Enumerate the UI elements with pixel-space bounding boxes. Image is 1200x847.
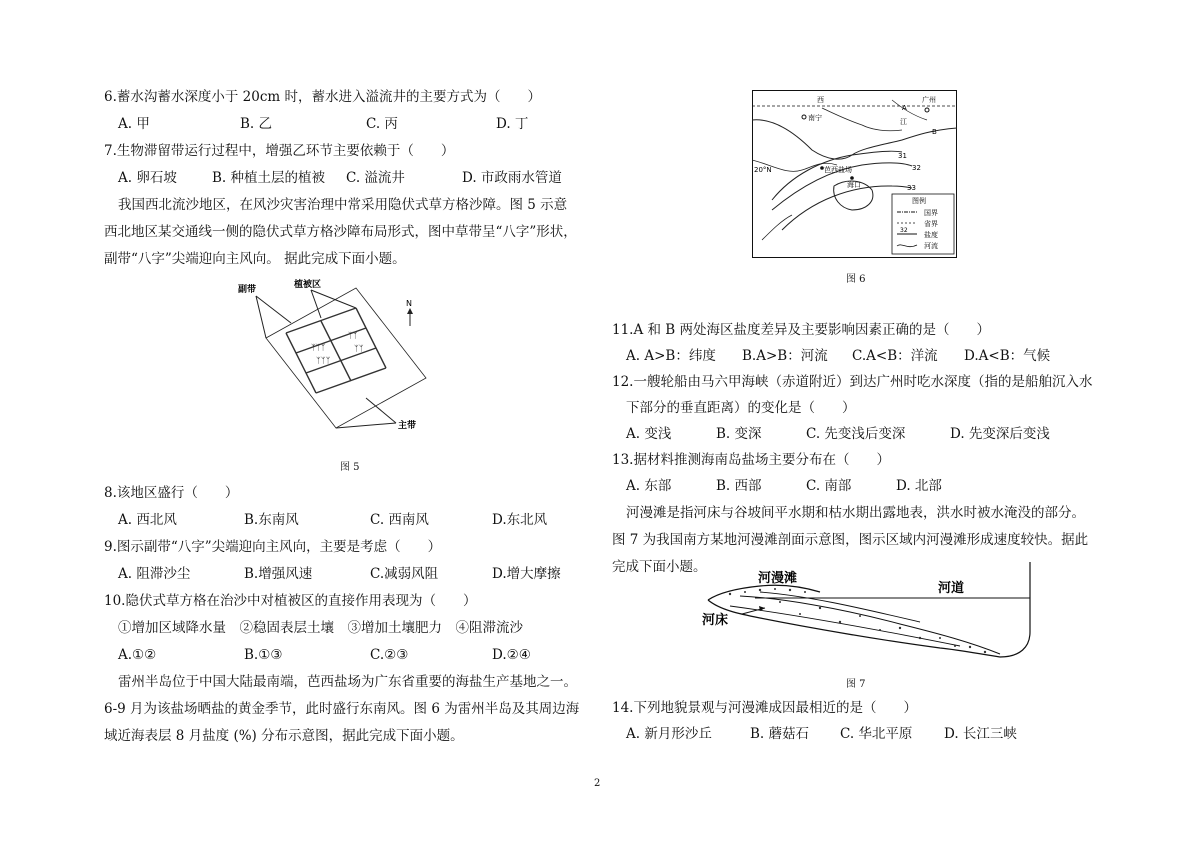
q9-option-c: C.减弱风阻: [370, 566, 439, 582]
svg-text:ᛉᛉᛉ: ᛉᛉᛉ: [316, 356, 331, 365]
passage1-line1: 我国西北流沙地区，在风沙灾害治理中常采用隐伏式草方格沙障。图 5 示意: [118, 197, 568, 213]
passage2-line1: 雷州半岛位于中国大陆最南端，芭西盐场为广东省重要的海盐生产基地之一。: [118, 674, 577, 690]
fig7-label-riverbed: 河床: [702, 613, 729, 628]
q6-option-d: D. 丁: [496, 116, 529, 132]
q11-option-d: D.A<B：气候: [964, 348, 1051, 364]
figure-7-floodplain-profile: [700, 562, 1040, 662]
q13-stem: 13.据材料推测海南岛盐场主要分布在（ ）: [612, 452, 890, 468]
q14-option-c: C. 华北平原: [840, 726, 913, 742]
passage3-line3: 完成下面小题。: [612, 559, 707, 575]
fig5-label-main-belt: 主带: [398, 421, 417, 431]
q7-option-d: D. 市政雨水管道: [462, 170, 562, 186]
q10-option-d: D.②④: [492, 647, 531, 663]
q14-option-d: D. 长江三峡: [944, 726, 1017, 742]
q12-stem-line1: 12.一艘轮船由马六甲海峡（赤道附近）到达广州时吃水深度（指的是船舶沉入水: [612, 374, 1093, 390]
fig6-legend-title: 图例: [912, 197, 926, 205]
q6-option-a: A. 甲: [118, 116, 150, 132]
fig6-legend: [892, 194, 954, 254]
q9-option-b: B.增强风速: [244, 566, 313, 582]
q11-option-c: C.A<B：洋流: [852, 348, 938, 364]
q10-items: ①增加区域降水量 ②稳固表层土壤 ③增加土壤肥力 ④阻滞流沙: [118, 620, 523, 636]
q14-stem: 14.下列地貌景观与河漫滩成因最相近的是（ ）: [612, 700, 917, 716]
passage3-line2: 图 7 为我国南方某地河漫滩剖面示意图，图示区域内河漫滩形成速度较快。据此: [612, 532, 1089, 548]
q8-option-c: C. 西南风: [370, 512, 429, 528]
q13-option-d: D. 北部: [896, 478, 942, 494]
fig5-label-vegetation: 植被区: [294, 280, 322, 290]
q11-option-b: B.A>B：河流: [742, 348, 828, 364]
fig6-label-nanning: 南宁: [808, 114, 822, 122]
passage2-line2: 6-9 月为该盐场晒盐的黄金季节，此时盛行东南风。图 6 为雷州半岛及其周边海: [104, 701, 580, 717]
svg-text:ᛉᛉ: ᛉᛉ: [348, 331, 358, 340]
q12-stem-line2: 下部分的垂直距离）的变化是（ ）: [626, 400, 856, 416]
svg-text:ᛉᛉ: ᛉᛉ: [354, 344, 364, 353]
q9-option-a: A. 阻滞沙尘: [118, 566, 191, 582]
fig6-label-iso31: 31: [898, 152, 907, 160]
fig6-label-jiang: 江: [900, 118, 907, 126]
q7-stem: 7.生物滞留带运行过程中，增强乙环节主要依赖于（ ）: [104, 143, 455, 159]
fig6-caption: 图 6: [846, 274, 866, 285]
q10-stem: 10.隐伏式草方格在治沙中对植被区的直接作用表现为（ ）: [104, 593, 477, 609]
fig7-caption: 图 7: [846, 679, 866, 690]
q12-option-b: B. 变深: [716, 426, 762, 442]
q12-option-a: A. 变浅: [626, 426, 672, 442]
fig6-label-guangzhou: 广州: [922, 96, 936, 104]
fig6-label-xi: 西: [817, 96, 824, 104]
fig5-label-sub-belt: 副带: [238, 285, 257, 295]
q13-option-b: B. 西部: [716, 478, 762, 494]
fig6-label-haikou: 海口: [847, 181, 861, 189]
svg-text:ᛉᛉᛉ: ᛉᛉᛉ: [311, 343, 326, 352]
fig6-label-iso33: 33: [907, 184, 916, 192]
fig6-legend-iso-sample: 32: [900, 227, 908, 234]
q6-option-c: C. 丙: [366, 116, 398, 132]
q13-option-c: C. 南部: [806, 478, 852, 494]
fig6-legend-salinity: 盐度: [924, 231, 938, 239]
fig6-label-b: B: [932, 128, 937, 136]
q10-option-b: B.①③: [244, 647, 283, 663]
q14-option-a: A. 新月形沙丘: [626, 726, 712, 742]
q11-option-a: A. A>B：纬度: [626, 348, 716, 364]
q10-option-a: A.①②: [118, 647, 157, 663]
q8-option-b: B.东南风: [244, 512, 299, 528]
fig6-legend-province: 省界: [924, 220, 938, 228]
q8-option-d: D.东北风: [492, 512, 548, 528]
fig5-north-label: N: [406, 299, 412, 308]
fig6-legend-border: 国界: [924, 209, 938, 217]
q9-option-d: D.增大摩擦: [492, 566, 561, 582]
q11-stem: 11.A 和 B 两处海区盐度差异及主要影响因素正确的是（ ）: [612, 322, 991, 338]
q10-option-c: C.②③: [370, 647, 409, 663]
q7-option-b: B. 种植土层的植被: [212, 170, 326, 186]
q9-stem: 9.图示副带“八字”尖端迎向主风向，主要是考虑（ ）: [104, 539, 442, 555]
q8-stem: 8.该地区盛行（ ）: [104, 485, 239, 501]
q8-option-a: A. 西北风: [118, 512, 177, 528]
fig6-legend-river: 河流: [924, 242, 938, 250]
fig7-label-floodplain: 河漫滩: [758, 571, 798, 586]
q14-option-b: B. 蘑菇石: [750, 726, 810, 742]
fig5-caption: 图 5: [340, 462, 360, 473]
fig6-label-iso32: 32: [912, 164, 921, 172]
fig6-label-a: A: [902, 104, 907, 112]
q7-option-a: A. 卵石坡: [118, 170, 177, 186]
passage2-line3: 域近海表层 8 月盐度 (%) 分布示意图，据此完成下面小题。: [104, 728, 464, 744]
page-number: 2: [594, 778, 601, 789]
q6-stem: 6.蓄水沟蓄水深度小于 20cm 时，蓄水进入溢流井的主要方式为（ ）: [104, 89, 542, 105]
passage1-line3: 副带“八字”尖端迎向主风向。 据此完成下面小题。: [104, 251, 406, 267]
fig6-label-latitude: 20°N: [754, 166, 772, 174]
passage3-line1: 河漫滩是指河床与谷坡间平水期和枯水期出露地表，洪水时被水淹没的部分。: [626, 505, 1085, 521]
fig6-label-saltfield: 芭西盐场: [824, 166, 852, 174]
figure-6-salinity-map: [752, 90, 957, 258]
q12-option-d: D. 先变深后变浅: [950, 426, 1050, 442]
fig7-label-channel: 河道: [938, 581, 965, 596]
q7-option-c: C. 溢流井: [346, 170, 405, 186]
passage1-line2: 西北地区某交通线一侧的隐伏式草方格沙障布局形式，图中草带呈“八字”形状，: [104, 224, 577, 240]
q13-option-a: A. 东部: [626, 478, 672, 494]
figure-5-grass-checkerboard: [236, 278, 436, 438]
q12-option-c: C. 先变浅后变深: [806, 426, 906, 442]
q6-option-b: B. 乙: [240, 116, 273, 132]
